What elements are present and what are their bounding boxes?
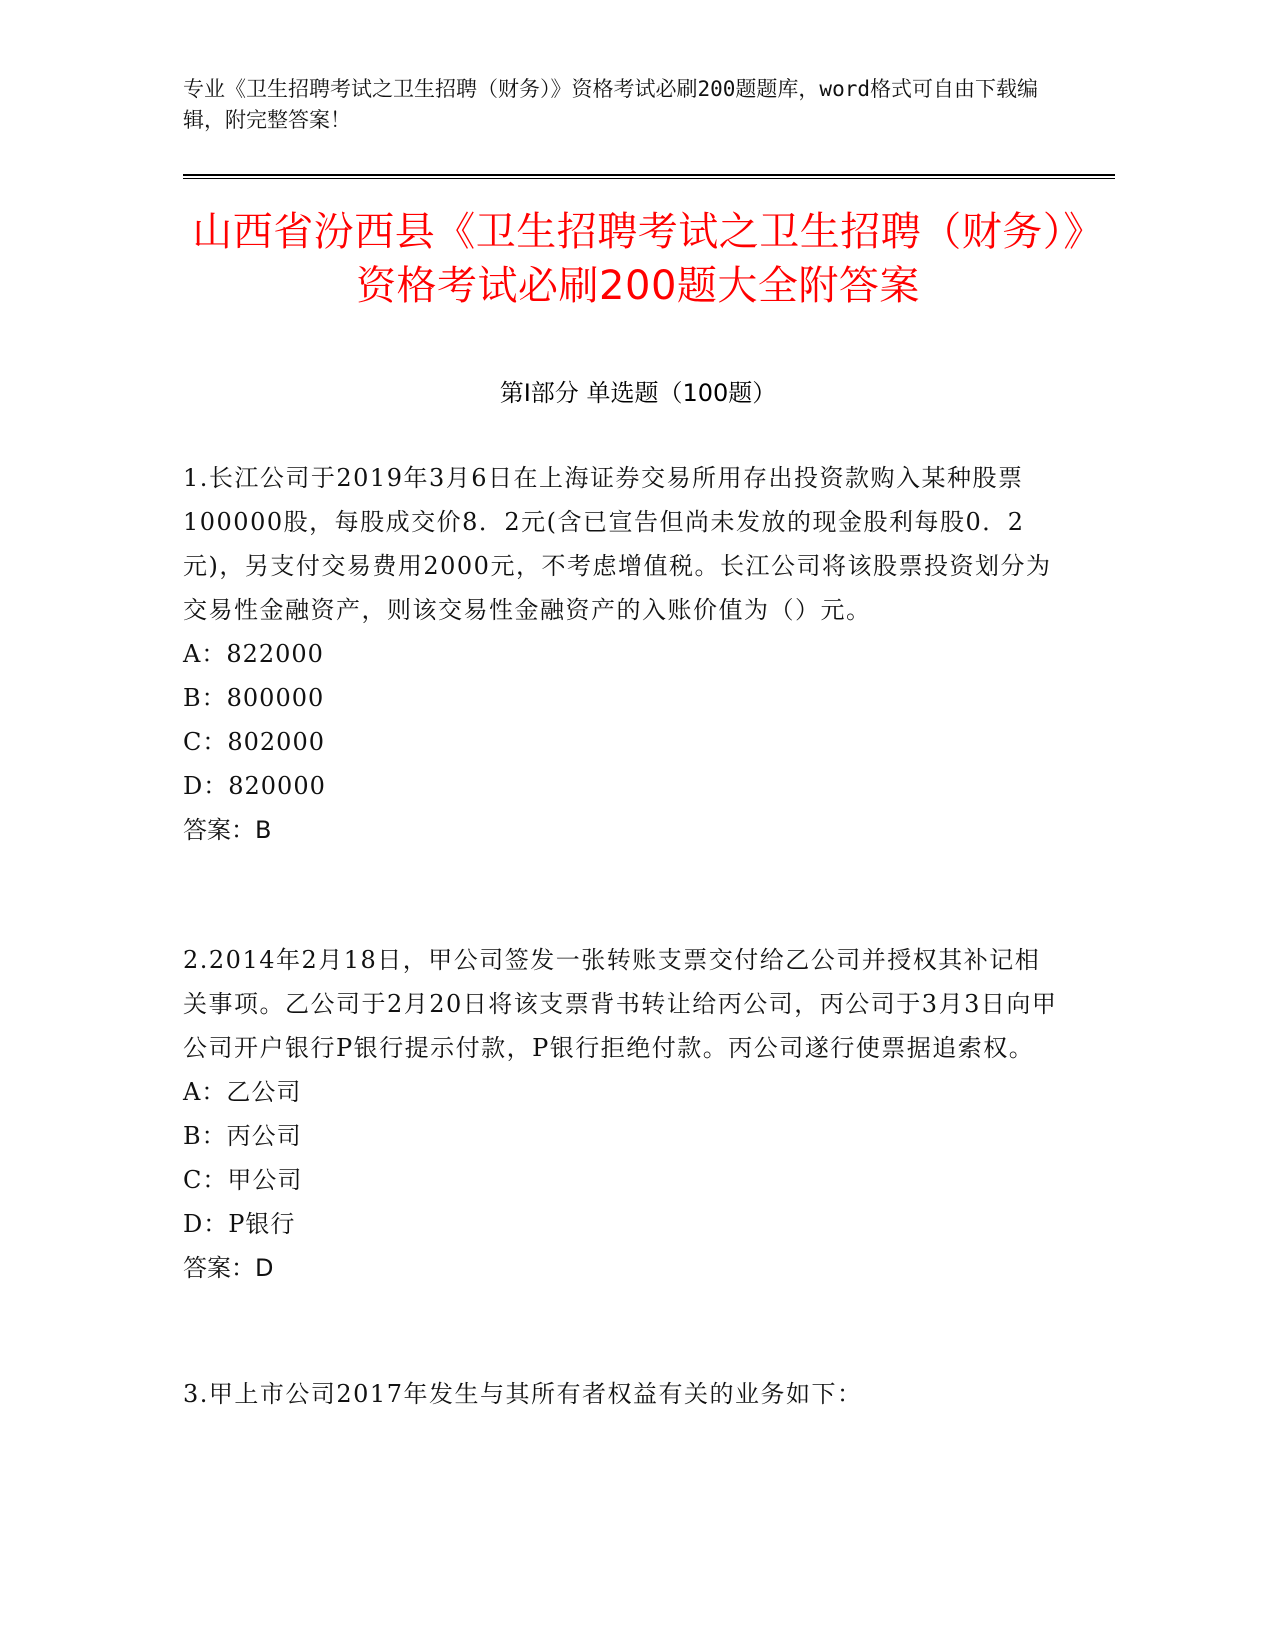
option-a: A：乙公司: [183, 1078, 302, 1106]
header-note: 专业《卫生招聘考试之卫生招聘（财务）》资格考试必刷200题题库，word格式可自由下载编辑，附完整答案！: [183, 77, 1038, 132]
option-d: D：820000: [183, 772, 326, 800]
question-text: 3.甲上市公司2017年发生与其所有者权益有关的业务如下：: [183, 1380, 863, 1408]
question-2: [183, 938, 1058, 1290]
question-text: 1.长江公司于2019年3月6日在上海证券交易所用存出投资款购入某种股票100000股，每股成交价8．2元(含已宣告但尚未发放的现金股利每股0．2元)，另支付交易费用2000元，不考虑增值税。长江公司将该股票投资划分为交易性金融资产，则该交易性金融资产的入账价值为（）元。: [183, 464, 1052, 624]
option-d: D：P银行: [183, 1210, 296, 1238]
question-text: 2.2014年2月18日，甲公司签发一张转账支票交付给乙公司并授权其补记相关事项。乙公司于2月20日将该支票背书转让给丙公司，丙公司于3月3日向甲公司开户银行P银行提示付款，P银行拒绝付款。丙公司遂行使票据追索权。: [183, 946, 1058, 1062]
answer: 答案：D: [183, 1254, 274, 1282]
question-3: [183, 1372, 1058, 1416]
answer: 答案：B: [183, 816, 272, 844]
question-1: [183, 456, 1058, 852]
option-a: A：822000: [183, 640, 324, 668]
option-c: C：甲公司: [183, 1166, 303, 1194]
option-b: B：丙公司: [183, 1122, 302, 1150]
option-b: B：800000: [183, 684, 325, 712]
document-title: 山西省汾西县《卫生招聘考试之卫生招聘（财务）》资格考试必刷200题大全附答案: [192, 209, 1084, 309]
header-divider: [183, 174, 1115, 179]
section-heading: 第Ⅰ部分 单选题（100题）: [499, 379, 777, 407]
option-c: C：802000: [183, 728, 325, 756]
